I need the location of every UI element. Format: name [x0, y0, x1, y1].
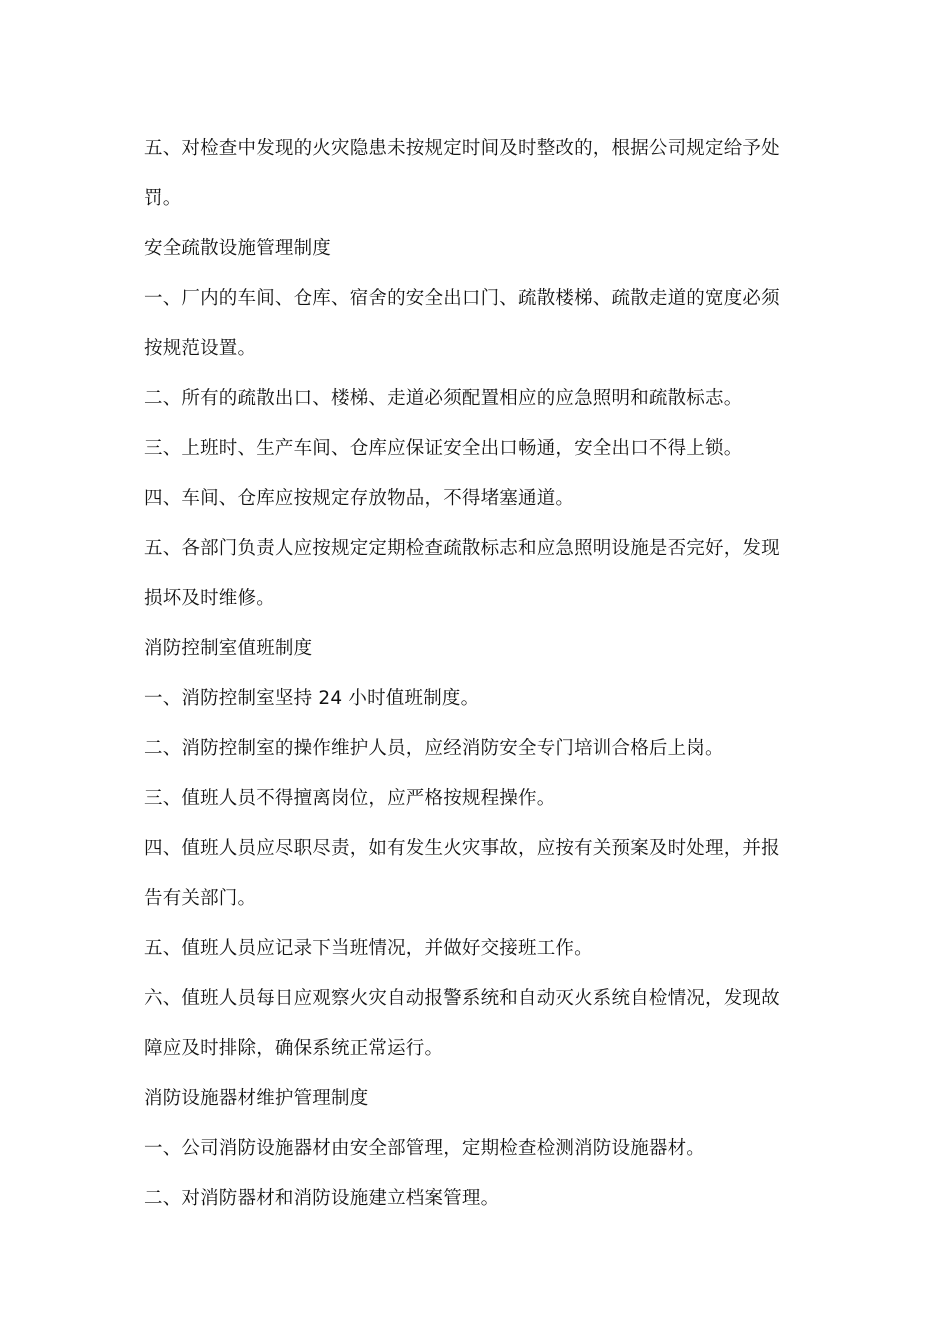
text-line: 二、所有的疏散出口、楼梯、走道必须配置相应的应急照明和疏散标志。 [144, 388, 743, 409]
text-line: 五、值班人员应记录下当班情况，并做好交接班工作。 [144, 938, 593, 959]
text-line: 五、各部门负责人应按规定定期检查疏散标志和应急照明设施是否完好，发现 [144, 538, 780, 559]
section-heading: 消防设施器材维护管理制度 [144, 1088, 369, 1109]
text-line: 五、对检查中发现的火灾隐患未按规定时间及时整改的，根据公司规定给予处 [144, 138, 780, 159]
document-body [144, 124, 814, 1224]
text-line: 三、值班人员不得擅离岗位，应严格按规程操作。 [144, 788, 556, 809]
text-line: 一、公司消防设施器材由安全部管理，定期检查检测消防设施器材。 [144, 1138, 706, 1159]
text-line: 三、上班时、生产车间、仓库应保证安全出口畅通，安全出口不得上锁。 [144, 438, 743, 459]
text-line: 二、消防控制室的操作维护人员，应经消防安全专门培训合格后上岗。 [144, 738, 724, 759]
text-line: 罚。 [144, 188, 182, 209]
text-line: 四、值班人员应尽职尽责，如有发生火灾事故，应按有关预案及时处理，并报 [144, 838, 780, 859]
text-line: 告有关部门。 [144, 888, 257, 909]
text-line: 四、车间、仓库应按规定存放物品，不得堵塞通道。 [144, 488, 575, 509]
text-line: 六、值班人员每日应观察火灾自动报警系统和自动灭火系统自检情况，发现故 [144, 988, 780, 1009]
text-line: 二、对消防器材和消防设施建立档案管理。 [144, 1188, 500, 1209]
section-heading: 安全疏散设施管理制度 [144, 238, 332, 259]
text-line: 一、厂内的车间、仓库、宿舍的安全出口门、疏散楼梯、疏散走道的宽度必须 [144, 288, 780, 309]
text-line: 按规范设置。 [144, 338, 257, 359]
text-line: 损坏及时维修。 [144, 588, 275, 609]
text-line: 障应及时排除，确保系统正常运行。 [144, 1038, 444, 1059]
section-heading: 消防控制室值班制度 [144, 638, 313, 659]
text-line: 一、消防控制室坚持 24 小时值班制度。 [144, 688, 480, 709]
